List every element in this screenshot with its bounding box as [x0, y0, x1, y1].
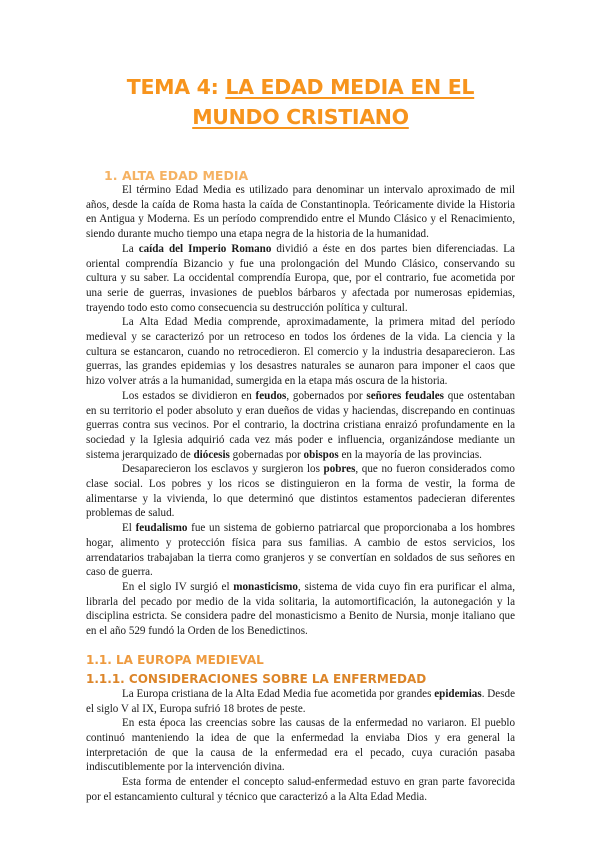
- subsection-heading-europa-medieval: 1.1. LA EUROPA MEDIEVAL: [86, 652, 264, 667]
- text-run: que ostentaban en su territorio el poder absoluto y eran dueños de vidas y haciendas, discrepando en continuas guerras contra sus vecinos. Por el contrario, la doctrina cristiana enraizó profundamente en la sociedad y la Iglesia adquirió cada vez más poder e influencia, organizándose mediante un sistema jerarquizado de: [86, 389, 515, 461]
- text-run: Esta forma de entender el concepto salud-enfermedad estuvo en gran parte favorecida por el estancamiento cultural y técnico que caracterizó a la Alta Edad Media.: [86, 776, 515, 803]
- text-run: , gobernados por: [286, 389, 367, 402]
- text-run: . Desde el siglo V al IX, Europa sufrió 18 brotes de peste.: [86, 687, 515, 715]
- text-run: Desaparecieron los esclavos y surgieron los: [122, 463, 324, 476]
- document-title: [86, 72, 515, 132]
- paragraph: [86, 242, 515, 316]
- paragraph: [86, 775, 515, 804]
- text-run: , sistema de vida cuyo fin era purificar el alma, librarla del pecado por medio de la vida solitaria, la automortificación, la autonegación y la disciplina estricta. Se considera padre del monasticismo a Benito de Nursia, monje italiano que en el año 529 fundó la Orden de los Benedictinos.: [86, 580, 515, 638]
- paragraph: [86, 716, 515, 775]
- text-run: El: [122, 522, 136, 535]
- document-page: [86, 72, 515, 804]
- paragraph: [86, 183, 515, 242]
- bold-term: pobres: [323, 463, 356, 476]
- text-run: La: [122, 242, 139, 255]
- bold-term: diócesis: [193, 448, 230, 461]
- text-run: La Alta Edad Media comprende, aproximadamente, la primera mitad del período medieval y se caracterizó por un retroceso en todos los órdenes de la vida. La ciencia y la cultura se estancaron, cuando no retrocedieron. El comercio y la industria desaparecieron. Las guerras, las grandes epidemias y los desastres naturales se aunaron para imponer el caos que hizo volver atrás a la humanidad, sumergida en la etapa más oscura de la historia.: [86, 316, 515, 388]
- text-run: Los estados se dividieron en: [122, 389, 256, 402]
- paragraph: [86, 687, 515, 716]
- bold-term: feudalismo: [135, 522, 188, 535]
- section-heading-alta-edad-media: [104, 168, 515, 183]
- bold-term: señores feudales: [366, 389, 444, 402]
- paragraph: [86, 315, 515, 389]
- text-run: El término Edad Media es utilizado para denominar un intervalo aproximado de mil años, desde la caída de Roma hasta la caída de Constantinopla. Teóricamente divide la Historia en Antigua y Moderna. Es un período comprendido entre el Mundo Clásico y el Renacimiento, siendo durante mucho tiempo una etapa negra de la historia de la humanidad.: [86, 184, 515, 241]
- section1-body: [86, 183, 515, 639]
- text-run: La Europa cristiana de la Alta Edad Media fue acometida por grandes: [122, 687, 435, 700]
- paragraph: [86, 389, 515, 463]
- text-run: fue un sistema de gobierno patriarcal que proporcionaba a los hombres hogar, alimento y protección física para sus familias. A cambio de estos servicios, los arrendatarios trabajaban la tierra como granjeros y se convertían en soldados de sus señores en caso de guerra.: [86, 522, 515, 579]
- paragraph: [86, 462, 515, 521]
- section111-body: [86, 687, 515, 805]
- text-run: En esta época las creencias sobre las causas de la enfermedad no variaron. El pueblo continuó manteniendo la idea de que la enfermedad la enviaba Dios y era general la interpretación de que la causa de la enfermedad era el pecado, cuya curación pasaba indiscutiblemente por la intervención divina.: [86, 717, 515, 774]
- paragraph: [86, 521, 515, 580]
- text-run: , que no fueron considerados como clase social. Los pobres y los ricos se distinguieron en la forma de vestir, la forma de alimentarse y la vivienda, lo que determinó que distintos estamentos padecieran diferentes problemas de salud.: [86, 463, 515, 520]
- bold-term: feudos: [255, 389, 287, 402]
- text-run: En el siglo IV surgió el: [122, 580, 234, 593]
- paragraph: [86, 580, 515, 639]
- text-run: gobernadas por: [229, 448, 304, 461]
- section-number: 1.: [104, 168, 118, 183]
- subsubsection-heading-enfermedad: 1.1.1. CONSIDERACIONES SOBRE LA ENFERMEDAD: [86, 671, 427, 686]
- bold-term: obispos: [303, 448, 339, 461]
- bold-term: caída del Imperio Romano: [138, 242, 272, 255]
- text-run: en la mayoría de las provincias.: [338, 448, 482, 461]
- title-main: LA EDAD MEDIA EN EL MUNDO CRISTIANO: [192, 75, 475, 129]
- text-run: dividió a éste en dos partes bien diferenciadas. La oriental comprendía Bizancio y fue una prolongación del Mundo Clásico, conservando su cultura y su saber. La occidental comprendía Europa, que, por el contrario, fue acometida por una serie de guerras, invasiones de pueblos bárbaros y afectada por numerosas epidemias, trayendo todo esto como consecuencia su destrucción política y cultural.: [86, 242, 515, 314]
- bold-term: epidemias: [434, 687, 482, 700]
- section-heading-text: ALTA EDAD MEDIA: [122, 168, 249, 183]
- bold-term: monasticismo: [233, 580, 298, 593]
- title-prefix: TEMA 4:: [126, 75, 226, 99]
